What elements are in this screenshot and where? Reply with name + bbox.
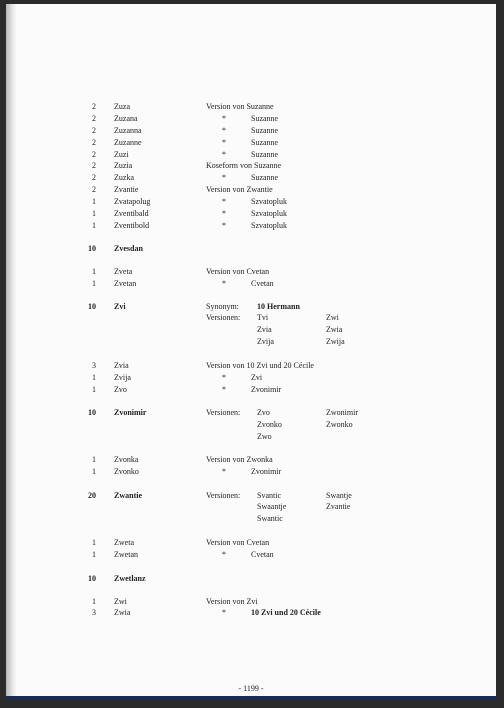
entry-name: Zventibold (114, 221, 150, 230)
ditto-mark: * (222, 373, 226, 382)
entry-name: Zvo (114, 385, 127, 394)
entry-reference: Swantic (257, 514, 283, 523)
entry-description: Version von 10 Zvi und 20 Cécile (206, 361, 314, 370)
entry-count: 1 (92, 455, 96, 464)
entry-count: 10 (88, 302, 96, 311)
entry-name: Zvonimir (114, 408, 147, 417)
entry-name: Zvatapolug (114, 197, 151, 206)
ditto-mark: * (222, 150, 226, 159)
name-entries (6, 4, 496, 700)
ditto-mark: * (222, 550, 226, 559)
entry-reference: Zwo (257, 432, 272, 441)
page-number: - 1199 - (238, 684, 264, 693)
entry-reference: Zvija (257, 337, 274, 346)
entry-variant: Zwija (326, 337, 345, 346)
entry-reference: Zvi (251, 373, 263, 382)
entry-count: 1 (92, 550, 96, 559)
entry-description: Versionen: (206, 408, 241, 417)
entry-name: Zwia (114, 608, 131, 617)
ditto-mark: * (222, 385, 226, 394)
entry-variant: Zwia (326, 325, 343, 334)
ditto-mark: * (222, 197, 226, 206)
entry-reference: Zvonimir (251, 467, 282, 476)
entry-count: 2 (92, 114, 96, 123)
entry-name: Zvija (114, 373, 131, 382)
entry-count: 1 (92, 538, 96, 547)
entry-count: 10 (88, 408, 96, 417)
entry-reference: Szvatopluk (251, 209, 287, 218)
entry-reference: Cvetan (251, 550, 274, 559)
entry-description: Synonym: (206, 302, 239, 311)
entry-variant: Zwonko (326, 420, 353, 429)
entry-name: Zuzia (114, 161, 133, 170)
entry-reference: Suzanne (251, 138, 279, 147)
entry-variant: Zwi (326, 313, 339, 322)
entry-count: 1 (92, 373, 96, 382)
entry-name: Zwetan (114, 550, 138, 559)
entry-count: 2 (92, 102, 96, 111)
entry-count: 2 (92, 126, 96, 135)
entry-count: 3 (92, 361, 96, 370)
entry-variant: Zvantie (326, 502, 351, 511)
entry-name: Zvantie (114, 185, 139, 194)
entry-count: 1 (92, 279, 96, 288)
entry-count: 1 (92, 221, 96, 230)
entry-name: Zveta (114, 267, 133, 276)
book-page (6, 4, 496, 700)
entry-name: Zuzana (114, 114, 138, 123)
entry-name: Zweta (114, 538, 134, 547)
entry-count: 2 (92, 161, 96, 170)
entry-reference: Cvetan (251, 279, 274, 288)
entry-name: Zwi (114, 597, 127, 606)
entry-name: Zwantie (114, 491, 142, 500)
entry-name: Zuzanne (114, 138, 142, 147)
page-bottom-edge (6, 696, 496, 700)
entry-reference: Zvia (257, 325, 272, 334)
entry-name: Zuzka (114, 173, 134, 182)
entry-count: 1 (92, 385, 96, 394)
entry-count: 1 (92, 267, 96, 276)
entry-reference: Tvi (257, 313, 269, 322)
entry-count: 2 (92, 150, 96, 159)
entry-name: Zvonka (114, 455, 139, 464)
entry-name: Zuzanna (114, 126, 142, 135)
ditto-mark: * (222, 608, 226, 617)
entry-count: 1 (92, 209, 96, 218)
entry-description: Versionen: (206, 313, 241, 322)
ditto-mark: * (222, 279, 226, 288)
ditto-mark: * (222, 114, 226, 123)
entry-reference: Swaantje (257, 502, 287, 511)
ditto-mark: * (222, 173, 226, 182)
entry-description: Version von Suzanne (206, 102, 274, 111)
entry-reference: Szvatopluk (251, 221, 287, 230)
ditto-mark: * (222, 209, 226, 218)
entry-reference: 10 Hermann (257, 302, 300, 311)
entry-name: Zvesdan (114, 244, 143, 253)
entry-name: Zvia (114, 361, 129, 370)
ditto-mark: * (222, 221, 226, 230)
entry-reference: Suzanne (251, 173, 279, 182)
entry-description: Koseform von Suzanne (206, 161, 282, 170)
entry-description: Version von Cvetan (206, 538, 270, 547)
entry-count: 20 (88, 491, 96, 500)
entry-count: 3 (92, 608, 96, 617)
entry-variant: Swantje (326, 491, 352, 500)
entry-name: Zvetan (114, 279, 137, 288)
entry-reference: Zvonko (257, 420, 282, 429)
entry-reference: Suzanne (251, 114, 279, 123)
entry-name: Zwetlanz (114, 574, 146, 583)
entry-count: 1 (92, 467, 96, 476)
entry-name: Zvi (114, 302, 126, 311)
entry-reference: Zvonimir (251, 385, 282, 394)
entry-description: Version von Zwonka (206, 455, 273, 464)
entry-reference: Suzanne (251, 150, 279, 159)
ditto-mark: * (222, 467, 226, 476)
entry-count: 2 (92, 173, 96, 182)
entry-count: 2 (92, 138, 96, 147)
ditto-mark: * (222, 138, 226, 147)
entry-count: 1 (92, 597, 96, 606)
entry-count: 10 (88, 574, 96, 583)
entry-reference: Suzanne (251, 126, 279, 135)
ditto-mark: * (222, 126, 226, 135)
entry-description: Version von Zwantie (206, 185, 273, 194)
entry-description: Version von Cvetan (206, 267, 270, 276)
entry-count: 10 (88, 244, 96, 253)
entry-name: Zvonko (114, 467, 139, 476)
entry-reference: Szvatopluk (251, 197, 287, 206)
entry-description: Version von Zvi (206, 597, 258, 606)
entry-description: Versionen: (206, 491, 241, 500)
entry-name: Zuzi (114, 150, 129, 159)
entry-variant: Zwonimir (326, 408, 358, 417)
entry-name: Zuza (114, 102, 130, 111)
entry-reference: Zvo (257, 408, 270, 417)
entry-reference: Svantic (257, 491, 281, 500)
entry-name: Zventibald (114, 209, 149, 218)
entry-count: 1 (92, 197, 96, 206)
entry-reference: 10 Zvi und 20 Cécile (251, 608, 321, 617)
entry-count: 2 (92, 185, 96, 194)
